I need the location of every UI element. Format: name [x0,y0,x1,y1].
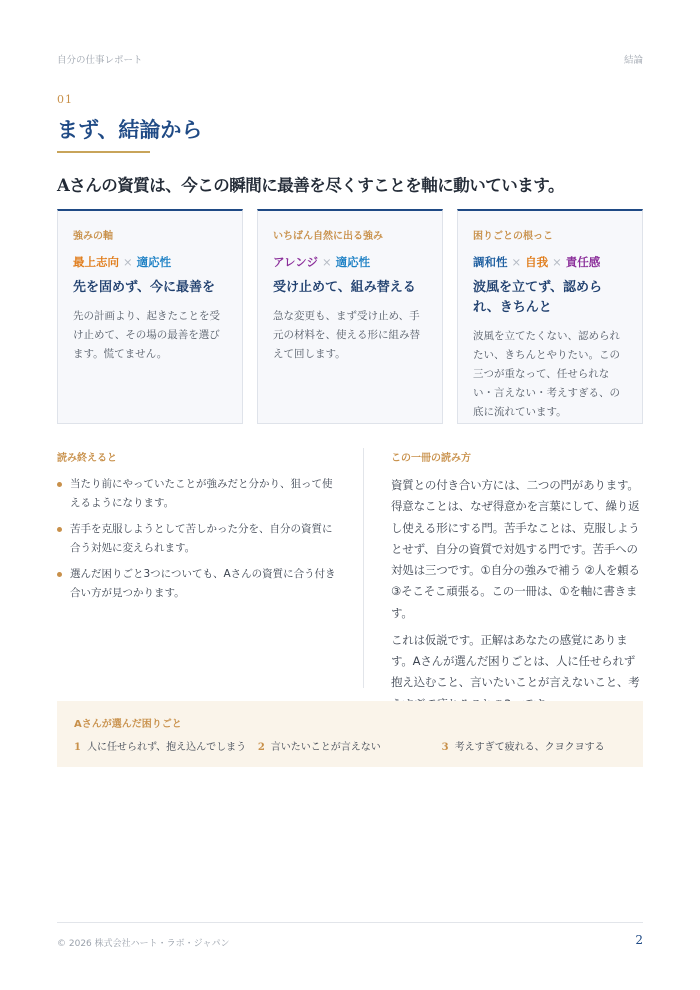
trait-name: 責任感 [565,255,601,269]
trait-name: 最上志向 [73,255,119,269]
trait-name: 適応性 [136,255,172,269]
chosen-label: Aさんが選んだ困りごと [74,719,182,730]
card-label: いちばん自然に出る強み [273,231,383,242]
copyright: © 2026 株式会社ハート・ラボ・ジャパン [57,939,230,949]
item-text: 人に任せられず、抱え込んでしまう [86,742,247,753]
times-separator: × [511,255,522,269]
card-traits [273,254,428,270]
trait-name: 適応性 [335,255,371,269]
card-strength-axis [57,209,243,424]
list-item: 苦手を克服しようとして苦しかった分を、自分の資質に合う対処に変えられます。 [57,520,342,559]
card-traits [73,254,228,270]
page-number: 2 [635,933,643,947]
reading-guide-section [391,449,643,721]
outcomes-label: 読み終えると [57,453,117,464]
item-number: 1 [74,742,81,753]
card-body: 先の計画より、起きたことを受け止めて、その場の最善を選びます。慌てません。 [73,310,220,360]
card-heading: 先を固めず、今に最善を [73,280,215,295]
card-body: 波風を立てたくない、認められたい、きちんとやりたい。この三つが重なって、任せられない・言えない・考えすぎる、の底に流れています。 [473,330,620,418]
card-heading: 波風を立てず、認められ、きちんと [473,280,602,316]
times-separator: × [123,255,133,269]
list-item: 選んだ困りごと3つについても、Aさんの資質に合う付き合い方が見つかります。 [57,565,342,604]
guide-label: この一冊の読み方 [391,453,471,464]
doc-title: 自分の仕事レポート [57,55,143,66]
outcomes-list [57,475,342,604]
section-name: 結論 [623,55,643,66]
card-label: 強みの軸 [73,231,113,242]
title-underline [57,151,150,153]
card-heading: 受け止めて、組み替える [273,280,416,295]
item-text: 言いたいことが言えない [270,742,381,753]
lead-statement: Aさんの資質は、今この瞬間に最善を尽くすことを軸に動いています。 [57,176,564,195]
list-item: 当たり前にやっていたことが強みだと分かり、狙って使えるようになります。 [57,475,342,514]
times-separator: × [552,255,562,269]
card-traits [473,254,628,270]
times-separator: × [321,255,332,269]
outcomes-section [57,449,342,610]
item-text: 考えすぎて疲れる、クヨクヨする [454,742,605,753]
item-number: 2 [257,742,265,753]
chosen-troubles-box [57,701,643,767]
list-item [442,738,626,753]
item-number: 3 [441,742,449,753]
card-trouble-root [457,209,643,424]
footer-divider [57,922,643,923]
guide-paragraph: 資質との付き合い方には、二つの門があります。得意なことは、なぜ得意かを言葉にして、繰り返し使える形にする門。苦手なことは、克服しようとせず、自分の資質で対処する門です。苦手への対処は三つです。①自分の強みで補う ②人を頼る ③そこそこ頑張る。この一冊は、①を軸に書きます。 [391,478,640,620]
trait-name: 調和性 [473,255,508,269]
section-number: 01 [57,93,73,106]
list-item [258,738,442,753]
card-body: 急な変更も、まず受け止め、手元の材料を、使える形に組み替えて回します。 [273,310,420,360]
trait-name: 自我 [525,255,549,269]
card-label: 困りごとの根っこ [473,231,553,242]
trait-name: アレンジ [273,255,318,269]
summary-cards [57,209,643,424]
card-natural-strength [257,209,443,424]
list-item [74,738,258,753]
chosen-list [74,738,626,753]
guide-paragraph: これは仮説です。正解はあなたの感覚にあります。Aさんが選んだ困りごとは、人に任せられず抱え込むこと、言いたいことが言えないこと、考 [391,632,640,690]
page-header [57,52,643,66]
column-divider [363,448,364,688]
page-title: まず、結論から [57,117,203,142]
